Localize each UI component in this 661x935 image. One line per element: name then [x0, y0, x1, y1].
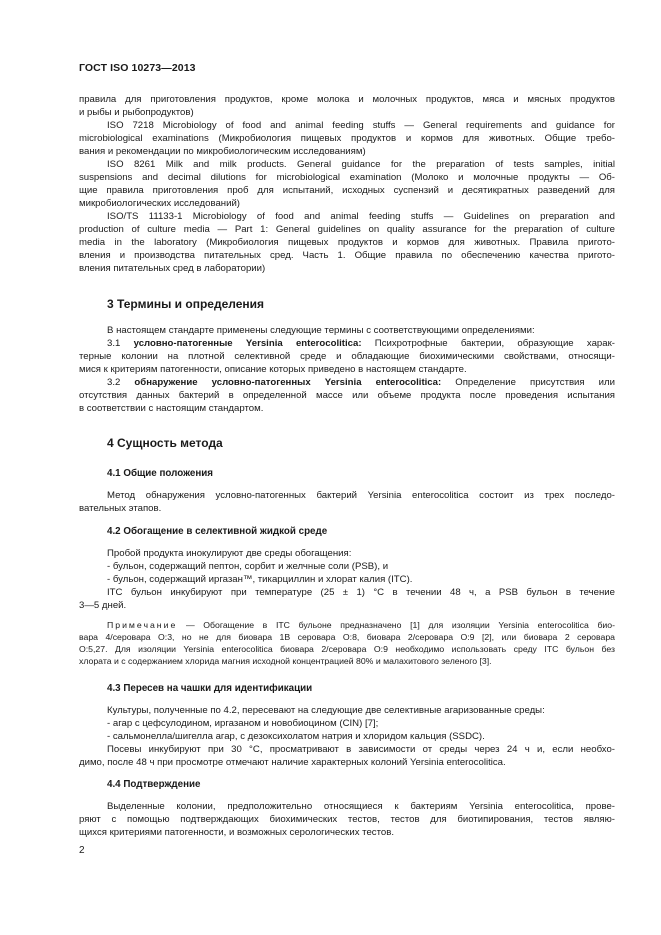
document-header: ГОСТ ISO 10273—2013: [79, 62, 196, 74]
text-line: ISO 8261 Milk and milk products. General guidance for the preparation of tests samples, initial: [107, 159, 615, 170]
text-line: вания и рекомендации по микробиологическим исследованиям): [79, 146, 366, 157]
note-line: хлората и с содержанием хлорида магния исходной концентрацией 80% и малахитового зеленого [3].: [79, 656, 492, 666]
note-label: Примечание: [107, 620, 178, 630]
text-line: правила для приготовления продуктов, кроме молока и молочных продуктов, мяса и мясных продуктов: [79, 94, 615, 105]
text-line: ряют с помощью подтверждающих биохимических тестов, тестов для биотипирования, тестов являю-: [79, 814, 615, 825]
list-item: - агар с цефсулодином, иргазаном и новобиоцином (CIN) [7];: [107, 718, 379, 729]
note-line: О:5,27. Для изоляции Yersinia enterocolitica биовара 2/серовара О:9 необходимо использовать среду ITC бульон без: [79, 644, 615, 654]
text-line: media in the laboratory (Микробиология пищевых продуктов и кормов для животных. Правила пригото-: [79, 237, 615, 248]
text-line: Метод обнаружения условно-патогенных бактерий Yersinia enterocolitica состоит из трех последо-: [107, 490, 615, 501]
section-3-intro: В настоящем стандарте применены следующие термины с соответствующими определениями:: [107, 325, 535, 336]
list-item: - бульон, содержащий иргазан™, тикарциллин и хлорат калия (ITC).: [107, 574, 413, 585]
text-line: и рыбы и рыбопродуктов): [79, 107, 194, 118]
section-3-heading: 3 Термины и определения: [107, 297, 265, 311]
text-line: ISO/TS 11133-1 Microbiology of food and animal feeding stuffs — Guidelines on preparation and: [107, 211, 615, 222]
text-line: Выделенные колонии, предположительно относящиеся к бактериям Yersinia enterocolitica, прове-: [107, 801, 615, 812]
term-number: 3.1: [107, 338, 121, 349]
text-line: щихся критериями патогенности, и возможных серологических тестов.: [79, 827, 394, 838]
subsection-4-4-heading: 4.4 Подтверждение: [107, 779, 201, 790]
list-item: - сальмонелла/шигелла агар, с дезоксихолатом натрия и хлоридом кальция (SSDC).: [107, 731, 485, 742]
text-line: Пробой продукта инокулируют две среды обогащения:: [107, 548, 352, 559]
text-line: suspensions and decimal dilutions for microbiological examination (Молоко и молочные продукты — Об-: [79, 172, 615, 183]
text-line: Культуры, полученные по 4.2, пересевают на следующие две селективные агаризованные среды:: [107, 705, 545, 716]
text-line: димо, после 48 ч при просмотре отмечают наличие характерных колоний Yersinia enterocolitica.: [79, 757, 506, 768]
text-line: вательных этапов.: [79, 503, 162, 514]
list-item: - бульон, содержащий пептон, сорбит и желчные соли (PSB), и: [107, 561, 389, 572]
text-line: терные колонии на плотной селективной среде и обладающие биохимическими свойствами, относящи-: [79, 351, 615, 362]
text-line: микробиологических исследований): [79, 198, 240, 209]
term-definition: Психротрофные бактерии, образующие харак-: [374, 338, 615, 349]
text-line: отсутствия данных бактерий в определенной массе или объеме продукта после проведения испытания: [79, 390, 615, 401]
text-line: microbiological examinations (Микробиология пищевых продуктов и кормов для животных. Общие требо-: [79, 133, 615, 144]
text-line: щие правила приготовления проб для испытаний, исходных суспензий и десятикратных разведений для: [79, 185, 615, 196]
subsection-4-2-heading: 4.2 Обогащение в селективной жидкой среде: [107, 526, 328, 537]
text-line: вления питательных сред в лаборатории): [79, 263, 266, 274]
text-line: Посевы инкубируют при 30 °С, просматривают в зависимости от среды через 24 ч и, если необхо-: [107, 744, 615, 755]
text-line: production of culture media — Part 1: General guidelines on quality assurance for the preparation of culture: [79, 224, 615, 235]
text-line: 3—5 дней.: [79, 600, 127, 611]
term-name: обнаружение условно-патогенных Yersinia enterocolitica:: [134, 377, 442, 388]
section-4-heading: 4 Сущность метода: [107, 436, 223, 450]
term-name: условно-патогенные Yersinia enterocolitica:: [133, 338, 362, 349]
text-line: вления и производства питательных сред. Часть 1. Общие правила по обеспечению качества пригото-: [79, 250, 615, 261]
text-line: ITC бульон инкубируют при температуре (25 ± 1) °С в течении 48 ч, а PSB бульон в течение: [107, 587, 615, 598]
term-3-1: [107, 337, 615, 350]
term-number: 3.2: [107, 377, 121, 388]
text-line: мися к критериям патогенности, описание которых приведено в настоящем стандарте.: [79, 364, 467, 375]
page-number: 2: [79, 845, 85, 856]
term-definition: Определение присутствия или: [455, 377, 615, 388]
text-line: ISO 7218 Microbiology of food and animal feeding stuffs — General requirements and guidance for: [107, 120, 615, 131]
note-line: вара 4/серовара О:3, но не для биовара 1В серовара О:8, биовара 2/серовара О:9 [2], или биовара 2 серовара: [79, 632, 615, 642]
term-3-2: [107, 376, 615, 389]
subsection-4-3-heading: 4.3 Пересев на чашки для идентификации: [107, 683, 313, 694]
subsection-4-1-heading: 4.1 Общие положения: [107, 468, 214, 479]
text-line: в соответствии с настоящим стандартом.: [79, 403, 264, 414]
note-text: — Обогащение в ITC бульоне предназначено [1] для изоляции Yersinia enterocolitica био-: [177, 620, 615, 630]
